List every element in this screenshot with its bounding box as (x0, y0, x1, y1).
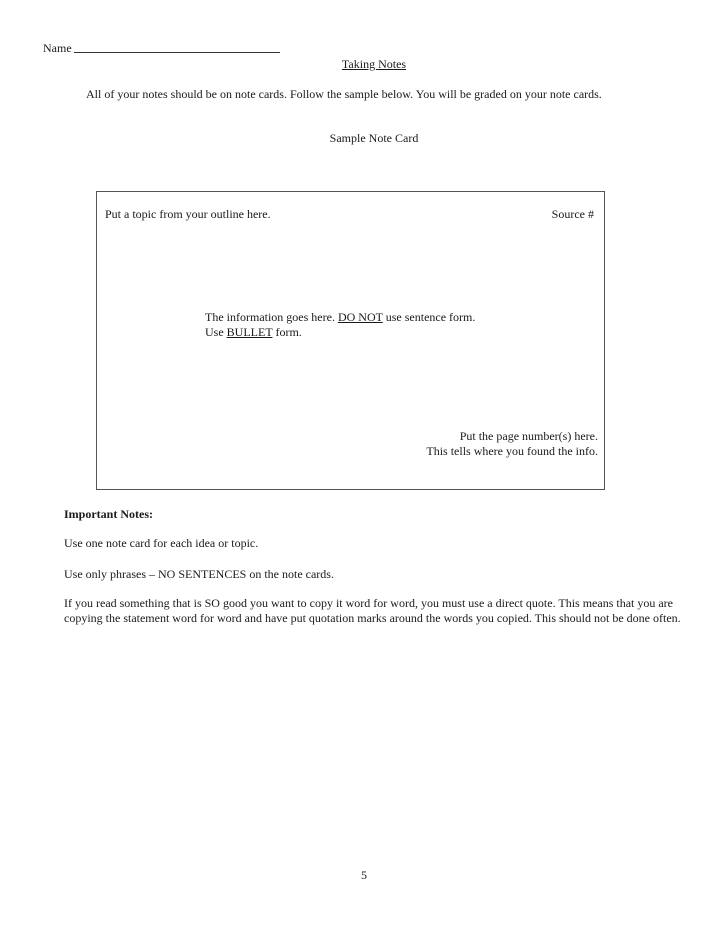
card-info-part3: form. (272, 325, 302, 339)
page-title (0, 57, 728, 72)
card-info-part1: The information goes here. (205, 310, 338, 324)
name-label: Name (43, 41, 72, 55)
card-info-part2: use sentence form. Use (205, 310, 476, 339)
page-number: 5 (361, 868, 367, 882)
instructions-text: All of your notes should be on note cards. Follow the sample below. You will be graded on your note cards. (86, 87, 602, 101)
name-line (74, 52, 280, 53)
card-page-line1: Put the page number(s) here. (459, 429, 598, 443)
sample-note-card (96, 191, 605, 490)
card-page-number-text (426, 429, 598, 459)
card-source-text: Source # (551, 207, 594, 221)
card-info-text (205, 310, 485, 340)
card-info-do-not: DO NOT (337, 310, 383, 324)
note-item: Use only phrases – NO SENTENCES on the note cards. (64, 567, 334, 581)
card-topic-text: Put a topic from your outline here. (105, 207, 271, 221)
important-notes-heading: Important Notes: (64, 507, 153, 521)
note-item: Use one note card for each idea or topic. (64, 536, 259, 550)
card-info-bullet: BULLET (226, 325, 273, 339)
card-page-line2: This tells where you found the info. (426, 444, 598, 458)
sample-note-card-heading: Sample Note Card (329, 131, 419, 145)
note-item: If you read something that is SO good you want to copy it word for word, you must use a direct quote. This means that you are copying the statement word for word and have put quotation marks around the words you copied. This should not be done often. (64, 596, 681, 625)
page-title-text: Taking Notes (341, 57, 407, 71)
